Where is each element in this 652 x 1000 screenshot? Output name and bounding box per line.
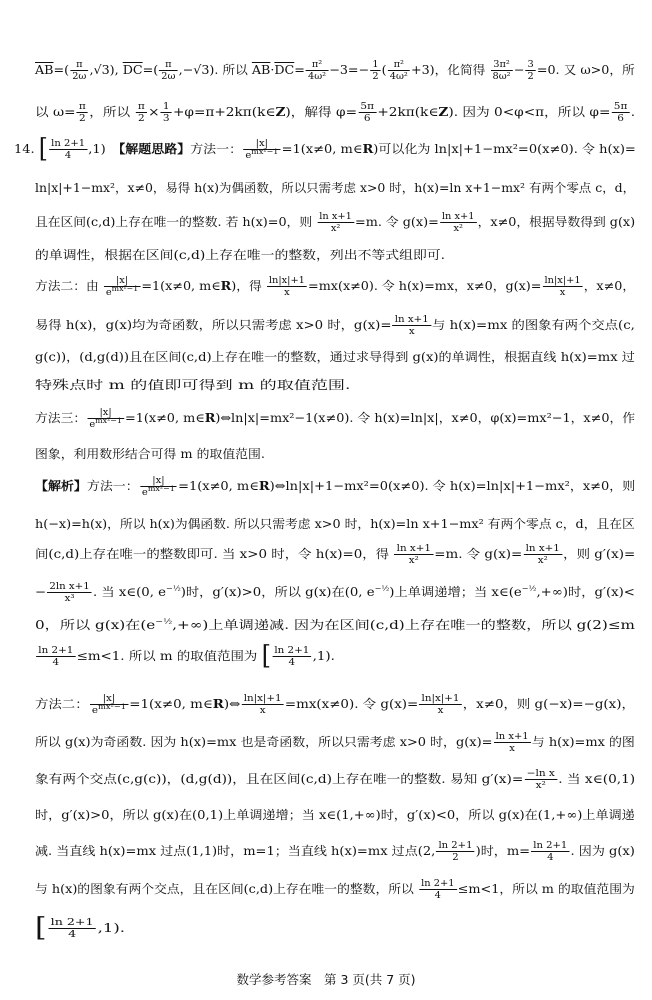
text-line bbox=[0, 52, 652, 88]
text-line-content: g(c))，(d,g(d))且在区间(c,d)上存在唯一的整数，通过求导得到 g(x)的单调性，根据直线 h(x)=mx 过 bbox=[35, 350, 635, 364]
text-line-content: 易得 h(x)，g(x)均为奇函数，所以只需考虑 x>0 时，g(x)= $\frac{\text{ln x+1}}{x}$ 与 h(x)=mx 的图象有两个交点(c, bbox=[35, 314, 635, 337]
text-line-content: 【解析】方法一： |x| $e^{mx^2-1}$ =1(x≠0, m∈R)⇔ln|x|+1−mx²=0(x≠0). 令 h(x)=ln|x|+1−mx²，x≠0，则 bbox=[35, 475, 636, 498]
text-line-content: h(−x)=h(x)，所以 h(x)为偶函数. 所以只需考虑 x>0 时，h(x)=ln x+1−mx² 有两个零点 c，d，且在区 bbox=[35, 517, 635, 531]
text-line bbox=[0, 610, 652, 640]
text-line-content: 方法二： |x| $e^{mx^2-1}$ =1(x≠0, m∈R)⇔ $\frac{\ln|x|+1}{x}$ =mx(x≠0). 令 g(x)= $\frac{\ln|x|+1}{x}$ ，x≠0，则 g(−x)=−g(x)， bbox=[35, 693, 635, 716]
text-line bbox=[0, 724, 652, 760]
text-line bbox=[0, 204, 652, 240]
text-line-content: 14. [ $\frac{\ln 2+1}{4}$ ,1) 【解题思路】方法一： |x| $e^{mx^2-1}$ =1(x≠0, m∈R)可以化为 ln|x|+1−mx²=0(x≠0). 令 h(x)= bbox=[14, 133, 636, 164]
text-line bbox=[0, 342, 652, 372]
text-line bbox=[0, 536, 652, 572]
text-line bbox=[0, 574, 652, 610]
text-line-content: 间(c,d)上存在唯一的整数即可. 当 x>0 时，令 h(x)=0，得 $\frac{\text{ln x+1}}{\text{x²}}$ =m. 令 g(x)= $\frac{\text{ln x+1}}{\text{x²}}$ ，则 g′(x)= bbox=[35, 543, 636, 566]
text-line-content: $\overline{AB}=$( $\frac{\pi}{2\omega}$ ,√3), $\overline{DC}=$( $\frac{\pi}{2\omega}$ ,−√3). 所以 $\overline{AB}\cdot\overline{DC}=$ $\frac{\text{π²}}{\text{4ω²}}$ −3=− $\frac{1}{2}$ ( $\frac{\text{π²}}{\text{4ω²}}$ +3)，化简得 $\frac{\text{3π²}}{\text{8ω²}}$ − $\frac{3}{2}$ =0. 又 ω>0，所 bbox=[35, 59, 635, 82]
text-line bbox=[0, 268, 652, 304]
page-footer: 数学参考答案 第 3 页(共 7 页) bbox=[236, 972, 416, 987]
text-line bbox=[0, 800, 652, 830]
text-line-content: 图象，利用数形结合可得 m 的取值范围. bbox=[35, 447, 265, 461]
text-line-content: 象有两个交点(c,g(c))，(d,g(d))，且在区间(c,d)上存在唯一的整数. 易知 g′(x)= $\frac{\text{−ln x}}{\text{x²}}$ . 当 x∈(0,1) bbox=[35, 768, 636, 791]
text-line bbox=[0, 638, 652, 674]
text-line-content: 与 h(x)的图象有两个交点，且在区间(c,d)上存在唯一的整数，所以 $\frac{\ln 2+1}{4}$ ≤m<1，所以 m 的取值范围为 bbox=[35, 878, 635, 901]
text-line-content: ln|x|+1−mx²，x≠0，易得 h(x)为偶函数，所以只需考虑 x>0 时，h(x)=ln x+1−mx² 有两个零点 c，d， bbox=[35, 181, 636, 195]
text-line-content: $\frac{\ln 2+1}{4}$ ≤m<1. 所以 m 的取值范围为 [ $\frac{\ln 2+1}{4}$ ,1). bbox=[35, 638, 335, 674]
text-line bbox=[0, 173, 652, 203]
text-line-content: − $\frac{\text{2ln x+1}}{\text{x³}}$ . 当 x∈(0, $e^{-\frac{1}{2}}$)时，g′(x)>0，所以 g(x)在(0, $e^{-\frac{1}{2}}$)上单调递增；当 $x\in(e^{-\frac{1}{2}},+\infty)$时，g′(x)< bbox=[35, 581, 635, 604]
text-line bbox=[0, 833, 652, 869]
text-line bbox=[0, 468, 652, 504]
text-line bbox=[0, 910, 652, 946]
text-line-content: 特殊点时 m 的值即可得到 m 的取值范围. bbox=[35, 378, 351, 392]
text-line bbox=[0, 307, 652, 343]
text-line-content: [ $\frac{\ln 2+1}{4}$ ,1). bbox=[35, 912, 126, 943]
text-line-content: 方法二：由 |x| $e^{mx^2-1}$ =1(x≠0, m∈R)，得 $\frac{\ln|x|+1}{x}$ =mx(x≠0). 令 h(x)=mx，x≠0，g(x)= $\frac{\ln|x|+1}{x}$ ，x≠0， bbox=[35, 275, 636, 298]
text-line-content: 以 ω= $\frac{\pi}{2}$ ，所以 $\frac{\pi}{2}$ × $\frac{1}{3}$ +φ=π+2kπ(k∈Z)，解得 φ= $\frac{5\pi}{6}$ +2kπ(k∈Z). 因为 0<φ<π，所以 φ= $\frac{5\pi}{6}$ . bbox=[35, 101, 636, 124]
text-line-content: 且在区间(c,d)上存在唯一的整数. 若 h(x)=0，则 $\frac{\text{ln x+1}}{\text{x²}}$ =m. 令 g(x)= $\frac{\text{ln x+1}}{\text{x²}}$ ，x≠0，根据导数得到 g(x) bbox=[35, 211, 636, 234]
text-line bbox=[0, 439, 652, 469]
text-line bbox=[0, 509, 652, 539]
text-line bbox=[0, 370, 652, 400]
text-line bbox=[0, 240, 652, 270]
text-line bbox=[0, 871, 652, 907]
text-line bbox=[0, 131, 652, 167]
text-line-content: 的单调性，根据在区间(c,d)上存在唯一的整数，列出不等式组即可. bbox=[35, 248, 446, 262]
text-line bbox=[0, 94, 652, 130]
text-line-content: 方法三： |x| $e^{mx^2-1}$ =1(x≠0, m∈R)⇔ln|x|=mx²−1(x≠0). 令 h(x)=ln|x|，x≠0，φ(x)=mx²−1，x≠0，作 bbox=[35, 407, 636, 430]
text-line-content: 减. 当直线 h(x)=mx 过点(1,1)时，m=1；当直线 h(x)=mx 过点(2, $\frac{\ln 2+1}{2}$ )时，m= $\frac{\ln 2+1}{4}$ . 因为 g(x) bbox=[35, 840, 635, 863]
text-line bbox=[0, 764, 652, 794]
text-line-content: 所以 g(x)为奇函数. 因为 h(x)=mx 也是奇函数，所以只需考虑 x>0 时，g(x)= $\frac{\text{ln x+1}}{x}$ 与 h(x)=mx 的图 bbox=[35, 731, 635, 754]
text-line bbox=[0, 400, 652, 436]
text-line bbox=[0, 686, 652, 722]
text-line-content: 0，所以 g(x)在$(e^{-\frac{1}{2}},+\infty)$上单调递减. 因为在区间(c,d)上存在唯一的整数，所以 g(2)≤m bbox=[35, 616, 635, 632]
text-line-content: 时，g′(x)>0，所以 g(x)在(0,1)上单调递增；当 x∈(1,+∞)时，g′(x)<0，所以 g(x)在(1,+∞)上单调递 bbox=[35, 808, 635, 822]
